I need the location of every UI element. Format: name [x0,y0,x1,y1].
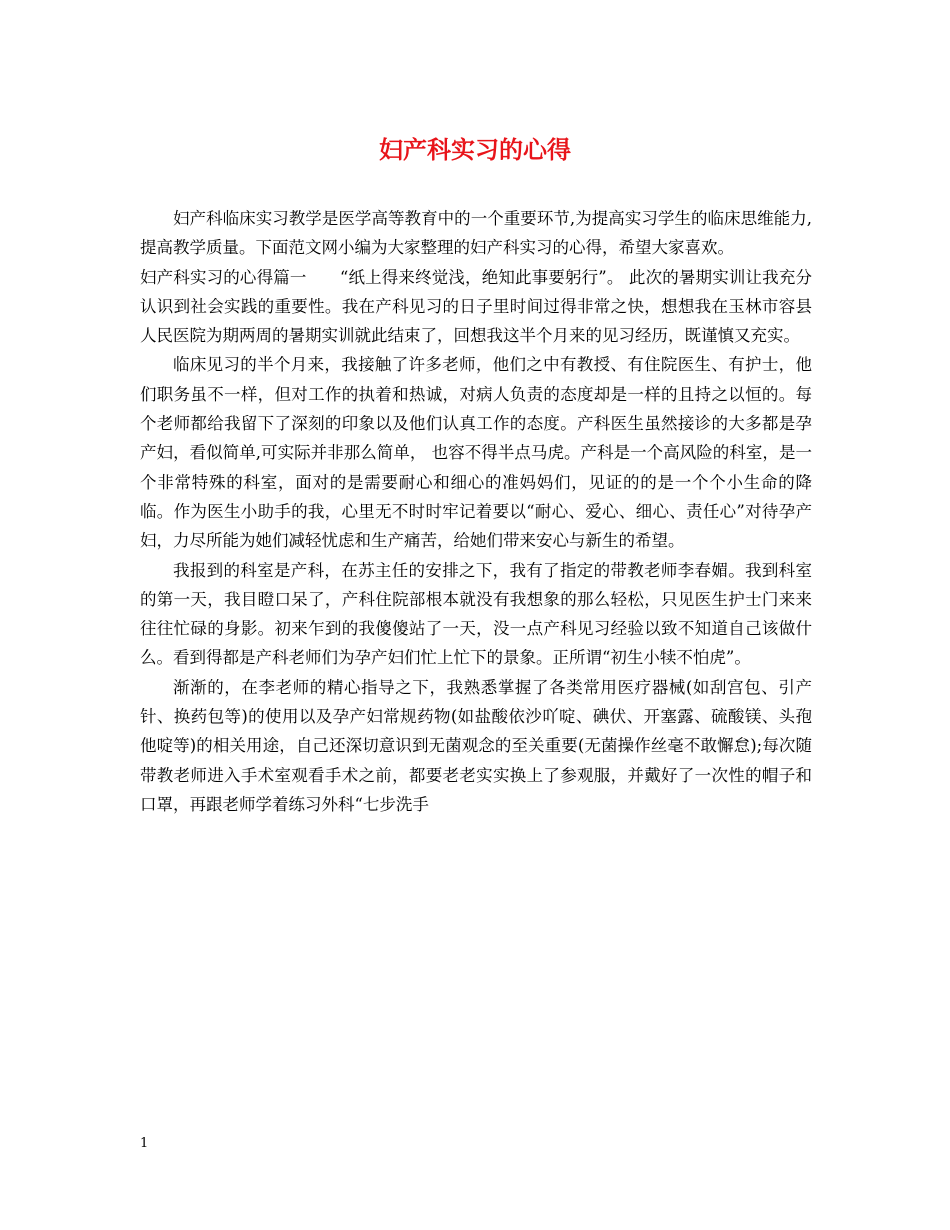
document-body [140,204,812,819]
paragraph-section-one: 妇产科实习的心得篇一 “纸上得来终觉浅，绝知此事要躬行”。 此次的暑期实训让我充分认识到社会实践的重要性。我在产科见习的日子里时间过得非常之快，想想我在玉林市容县人民医院为期两周的暑期实训就此结束了，回想我这半个月来的见习经历，既谨慎又充实。 [140,267,812,346]
paragraph-first-day: 我报到的科室是产科，在苏主任的安排之下，我有了指定的带教老师李春媚。我到科室的第一天，我目瞪口呆了，产科住院部根本就没有我想象的那么轻松，只见医生护士门来来往往忙碌的身影。初来乍到的我傻傻站了一天，没一点产科见习经验以致不知道自己该做什么。看到得都是产科老师们为孕产妇们忙上忙下的景象。正所谓“初生小犊不怕虎”。 [140,560,812,668]
paragraph-intro: 妇产科临床实习教学是医学高等教育中的一个重要环节,为提高实习学生的临床思维能力,提高教学质量。下面范文网小编为大家整理的妇产科实习的心得，希望大家喜欢。 [140,209,812,258]
paragraph-teachers: 临床见习的半个月来，我接触了许多老师，他们之中有教授、有住院医生、有护士，他们职务虽不一样，但对工作的执着和热诚，对病人负责的态度却是一样的且持之以恒的。每个老师都给我留下了深刻的印象以及他们认真工作的态度。产科医生虽然接诊的大多都是孕产妇，看似简单,可实际并非那么简单， 也容不得半点马虎。产科是一个高风险的科室，是一个非常特殊的科室，面对的是需要耐心和细心的准妈妈们，见证的的是一个个小生命的降临。作为医生小助手的我，心里无不时时牢记着要以“耐心、爱心、细心、责任心”对待孕产妇，力尽所能为她们减轻忧虑和生产痛苦，给她们带来安心与新生的希望。 [140,355,812,551]
document-title: 妇产科实习的心得 [379,135,571,164]
paragraph-instruments: 渐渐的，在李老师的精心指导之下，我熟悉掌握了各类常用医疗器械(如刮宫包、引产针、换药包等)的使用以及孕产妇常规药物(如盐酸依沙吖啶、碘伏、开塞露、硫酸镁、头孢他啶等)的相关用途，自己还深切意识到无菌观念的至关重要(无菌操作丝毫不敢懈怠);每次随带教老师进入手术室观看手术之前，都要老老实实换上了参观服，并戴好了一次性的帽子和口罩，再跟老师学着练习外科“七步洗手 [140,677,812,814]
page-number: 1 [140,1136,149,1151]
